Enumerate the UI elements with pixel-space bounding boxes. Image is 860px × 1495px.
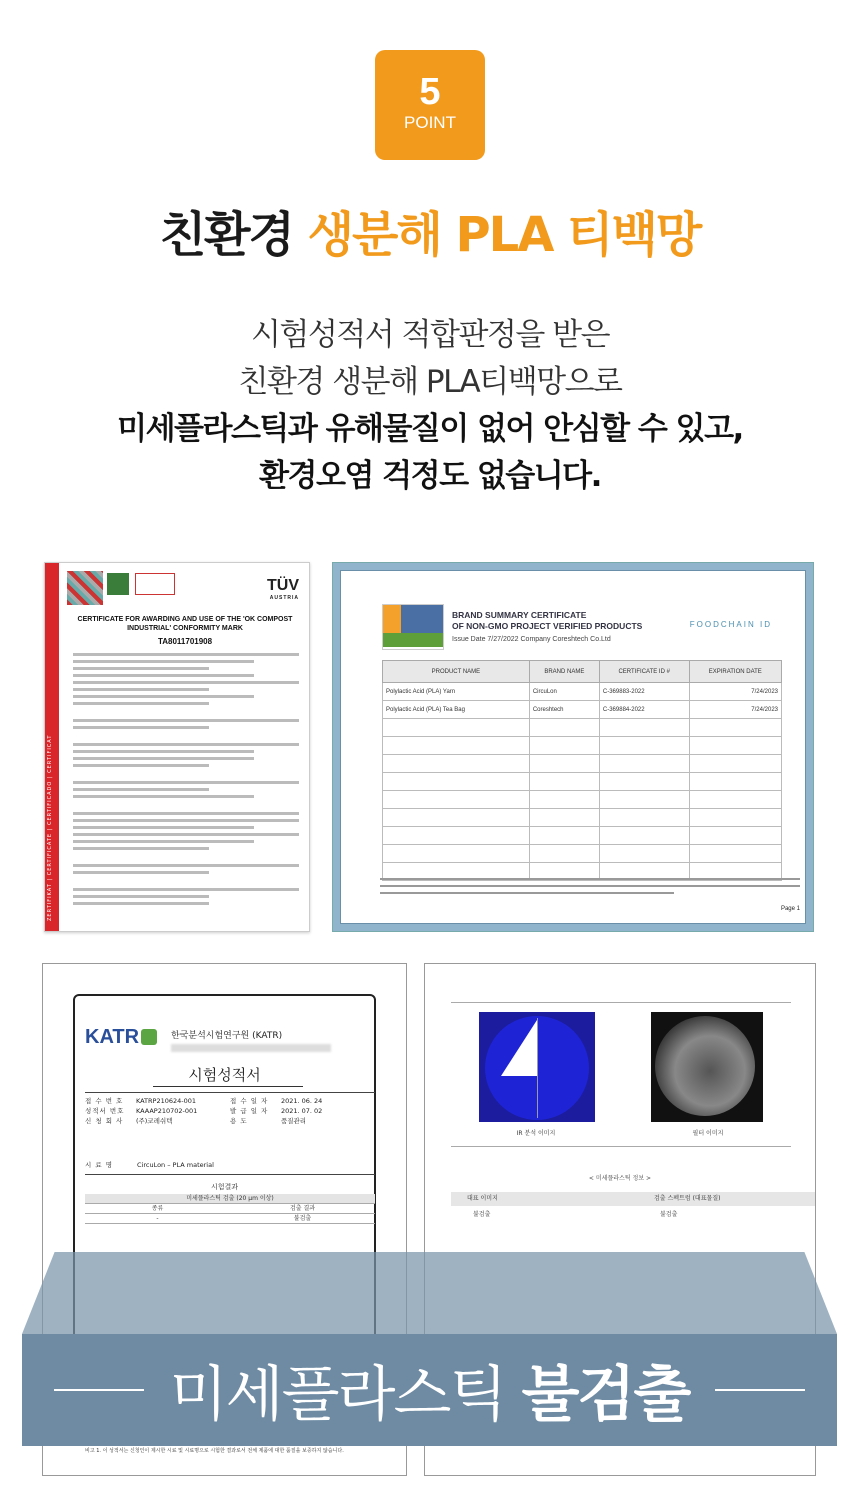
tuv-logo-icon [67, 571, 103, 605]
test-result-label: 시험결과 [210, 1183, 239, 1191]
ir-scan-image [479, 1012, 595, 1122]
banner-rule-right [715, 1389, 805, 1391]
nongmo-product-table: PRODUCT NAME BRAND NAME CERTIFICATE ID # EXPIRATION DATE Polylactic Acid (PLA) Yarn CircuLon C-369883-2022 7/24/2023 Polylactic Acid (PLA) Tea Bag Coreshtech C-369884-2022 7/24/2023 [382, 660, 782, 881]
table-row: 불검출 불검출 [473, 1211, 678, 1218]
nongmo-footnote: Page 1 [380, 878, 800, 912]
nongmo-issue-info: Issue Date 7/27/2022 Company Coreshtech Co.Ltd [452, 636, 611, 643]
tuv-brand-name: TÜV [267, 577, 299, 594]
microplastic-table-header: 대표 이미지 검출 스펙트럼 (대표물질) [451, 1192, 816, 1206]
page-title [0, 196, 860, 265]
certificate-side-bar [45, 563, 59, 931]
nongmo-certificate-title: BRAND SUMMARY CERTIFICATE OF NON-GMO PROJECT VERIFIED PRODUCTS [452, 610, 643, 631]
tuv-certificate-title: CERTIFICATE FOR AWARDING AND USE OF THE 'OK COMPOST INDUSTRIAL' CONFORMITY MARK [77, 616, 293, 632]
point-number: 5 [419, 71, 441, 113]
intro-line-4: 환경오염 걱정도 없습니다. [259, 458, 601, 494]
banner-rule-left [54, 1389, 144, 1391]
intro-line-1: 시험성적서 적합판정을 받은 [250, 317, 610, 353]
point-badge [375, 50, 485, 160]
foodchain-logo: FOODCHAIN ID [689, 620, 772, 629]
banner-text-normal: 미세플라스틱 [169, 1360, 506, 1430]
table-row: Polylactic Acid (PLA) Yarn CircuLon C-369883-2022 7/24/2023 [383, 683, 782, 701]
tuv-certificate-image [44, 562, 310, 932]
tuv-mark-icon [135, 573, 175, 595]
katr-mark-icon [141, 1029, 157, 1045]
title-dark: 친환경 [159, 207, 293, 263]
tuv-certificate-number: TA8011701908 [157, 637, 213, 646]
nongmo-verified-logo-icon [382, 604, 444, 650]
result-banner [22, 1252, 837, 1446]
test-report-note: 비고 1. 이 성적서는 신청인이 제시한 시료 및 시료명으로 시험한 결과로서 전체 제품에 대한 품질을 보증하지 않습니다. [85, 1448, 344, 1454]
test-report-fields: 접 수 번 호 KATRP210624-001 접 수 일 자 2021. 06. 24 성적서 번호 KAAAP210702-001 발 급 일 자 2021. 07. 02 신 청 회 사 (주)코레쉬텍 용 도 품질관리 시 료 명 CircuLon – PLA material [85, 1097, 323, 1169]
intro-text [0, 312, 860, 500]
nongmo-certificate-image [332, 562, 814, 932]
tuv-certificate-body [73, 653, 299, 909]
tuv-brand-sub: AUSTRIA [269, 595, 299, 601]
title-accent: 생분해 PLA 티백망 [307, 207, 701, 263]
filter-image [651, 1012, 763, 1122]
katr-logo: KATR [85, 1026, 157, 1049]
table-row: Polylactic Acid (PLA) Tea Bag Coreshtech C-369884-2022 7/24/2023 [383, 701, 782, 719]
intro-line-2: 친환경 생분해 PLA티백망으로 [238, 364, 622, 400]
filter-caption: 필터 이미지 [692, 1130, 724, 1137]
ir-caption: IR 분석 이미지 [516, 1130, 556, 1137]
microplastic-info-label: < 미세플라스틱 정보 > [588, 1175, 652, 1182]
ok-compost-icon [107, 573, 129, 595]
katr-organization: 한국분석시험연구원 (KATR) [171, 1031, 283, 1041]
tuv-brand [267, 577, 299, 601]
blurred-address [171, 1044, 331, 1052]
test-result-table: 미세플라스틱 검출 (20 μm 이상) 종류 검출 결과 - 불검출 [85, 1194, 375, 1224]
certificate-side-text: ZERTIFIKAT | CERTIFICATE | CERTIFICADO | CERTIFICAT [47, 734, 53, 921]
banner-text-bold: 불검출 [521, 1360, 690, 1430]
point-label: POINT [404, 113, 456, 132]
test-report-title: 시험성적서 [188, 1066, 261, 1084]
intro-line-3: 미세플라스틱과 유해물질이 없어 안심할 수 있고, [117, 411, 743, 447]
